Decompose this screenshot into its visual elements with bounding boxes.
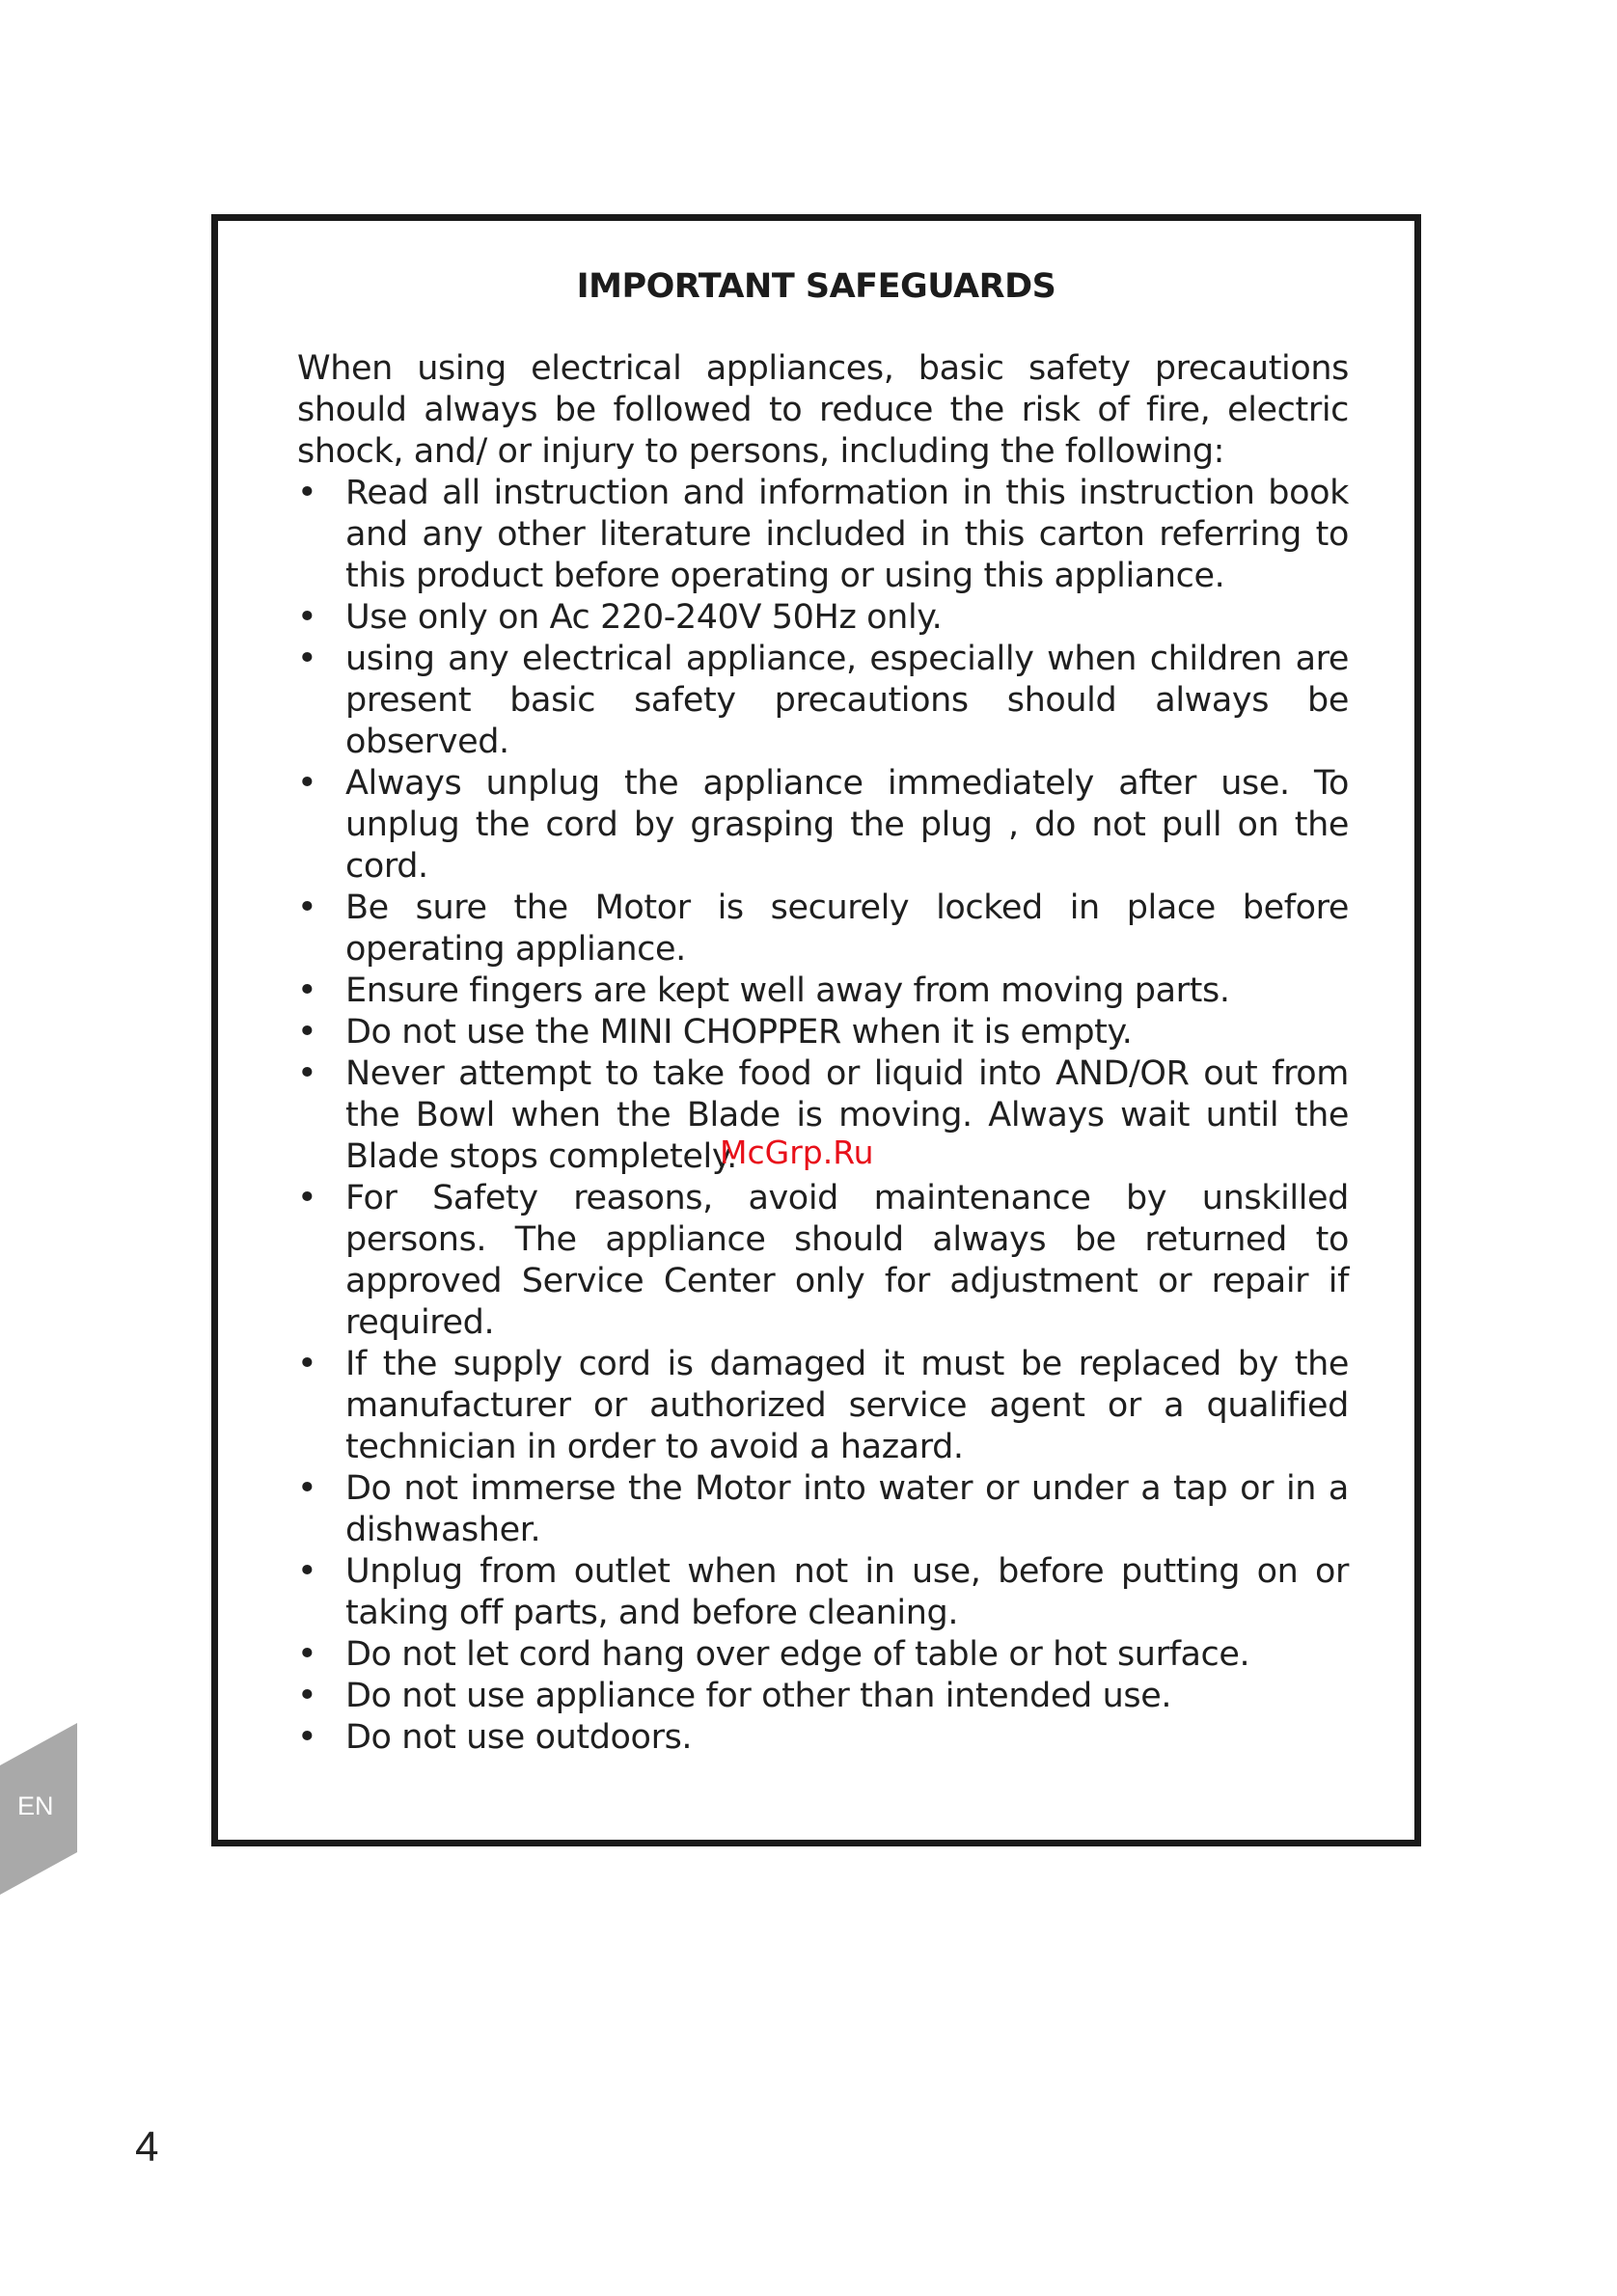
list-item-text: Do not immerse the Motor into water or under a tap or in a dishwasher.: [345, 1469, 1349, 1549]
bullet-icon: •: [297, 764, 317, 803]
safeguards-list: [297, 473, 1349, 1759]
list-item: [297, 1178, 1349, 1344]
list-item: [297, 597, 1349, 639]
list-item: [297, 1468, 1349, 1551]
bullet-icon: •: [297, 1552, 317, 1591]
list-item: [297, 888, 1349, 970]
list-item: [297, 639, 1349, 763]
list-item-text: Do not let cord hang over edge of table or hot surface.: [345, 1635, 1250, 1674]
language-tab: [0, 1723, 77, 1895]
list-item-text: Do not use outdoors.: [345, 1718, 693, 1757]
bullet-icon: •: [297, 1677, 317, 1715]
watermark-text: McGrp.Ru: [720, 1134, 874, 1171]
bullet-icon: •: [297, 888, 317, 927]
list-item-text: For Safety reasons, avoid maintenance by unskilled persons. The appliance should always be returned to approved Service Center only for adjustment or repair if required.: [345, 1179, 1349, 1342]
list-item: [297, 970, 1349, 1012]
bullet-icon: •: [297, 640, 317, 678]
intro-paragraph: When using electrical appliances, basic safety precautions should always be followed to reduce the risk of fire, electric shock, and/ or injury to persons, including the following:: [297, 349, 1349, 471]
list-item-text: Ensure fingers are kept well away from moving parts.: [345, 971, 1230, 1010]
list-item-text: Always unplug the appliance immediately after use. To unplug the cord by grasping the plug , do not pull on the cord.: [345, 764, 1349, 886]
list-item: [297, 1344, 1349, 1468]
bullet-icon: •: [297, 474, 317, 512]
list-item-text: Unplug from outlet when not in use, before putting on or taking off parts, and before cleaning.: [345, 1552, 1349, 1632]
list-item-text: Read all instruction and information in this instruction book and any other literature included in this carton referring to this product before operating or using this appliance.: [345, 474, 1349, 595]
bullet-icon: •: [297, 971, 317, 1010]
bullet-icon: •: [297, 1718, 317, 1757]
safeguards-box: [211, 214, 1421, 1846]
list-item: [297, 473, 1349, 597]
bullet-icon: •: [297, 1635, 317, 1674]
list-item-text: using any electrical appliance, especially when children are present basic safety precautions should always be observed.: [345, 640, 1349, 761]
list-item: [297, 1676, 1349, 1717]
list-item: [297, 1634, 1349, 1676]
list-item: [297, 763, 1349, 888]
list-item: [297, 1012, 1349, 1053]
bullet-icon: •: [297, 1179, 317, 1217]
list-item: [297, 1551, 1349, 1634]
page-number: 4: [135, 2123, 159, 2171]
language-label: EN: [17, 1791, 54, 1820]
section-title: IMPORTANT SAFEGUARDS: [576, 267, 1056, 306]
list-item-text: Do not use the MINI CHOPPER when it is empty.: [345, 1013, 1133, 1052]
bullet-icon: •: [297, 1054, 317, 1093]
bullet-icon: •: [297, 1345, 317, 1383]
list-item-text: Be sure the Motor is securely locked in place before operating appliance.: [345, 888, 1349, 969]
list-item-text: If the supply cord is damaged it must be replaced by the manufacturer or authorized service agent or a qualified technician in order to avoid a hazard.: [345, 1345, 1349, 1466]
list-item-text: Do not use appliance for other than intended use.: [345, 1677, 1172, 1715]
bullet-icon: •: [297, 598, 317, 637]
bullet-icon: •: [297, 1469, 317, 1508]
bullet-icon: •: [297, 1013, 317, 1052]
list-item-text: Never attempt to take food or liquid into AND/OR out from the Bowl when the Blade is moving. Always wait until the Blade stops completely.: [345, 1054, 1349, 1176]
list-item: [297, 1717, 1349, 1759]
list-item-text: Use only on Ac 220-240V 50Hz only.: [345, 598, 943, 637]
